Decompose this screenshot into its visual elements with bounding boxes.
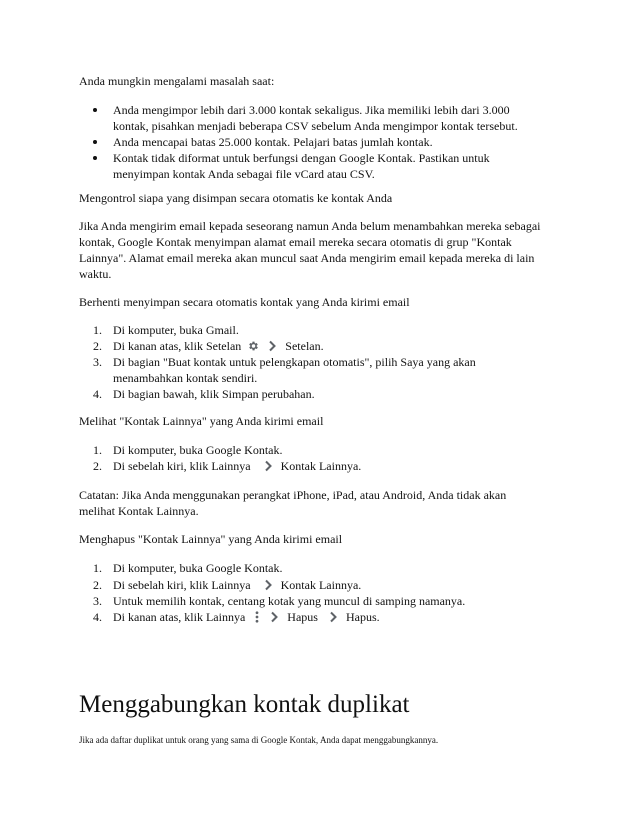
- stop-saving-heading: Berhenti menyimpan secara otomatis kontak yang Anda kirimi email: [79, 295, 410, 309]
- bullet: [93, 108, 97, 112]
- merge-paragraph: Jika ada daftar duplikat untuk orang yang sama di Google Kontak, Anda dapat menggabungkannya.: [79, 735, 439, 745]
- section-title: Menggabungkan kontak duplikat: [79, 691, 410, 718]
- step-text: Kontak Lainnya.: [280, 459, 362, 473]
- bullet: [93, 140, 97, 144]
- auto-save-heading: Mengontrol siapa yang disimpan secara otomatis ke kontak Anda: [79, 191, 393, 205]
- step-text: Untuk memilih kontak, centang kotak yang muncul di samping namanya.: [113, 594, 466, 608]
- issue-text: Anda mengimpor lebih dari 3.000 kontak sekaligus. Jika memiliki lebih dari 3.000: [113, 103, 510, 117]
- delete-heading: Menghapus "Kontak Lainnya" yang Anda kirimi email: [79, 532, 343, 546]
- step-text: Di bagian bawah, klik Simpan perubahan.: [113, 387, 315, 401]
- gear-icon: [247, 340, 259, 352]
- issue-text: kontak, pisahkan menjadi beberapa CSV sebelum Anda mengimpor kontak tersebut.: [113, 119, 518, 133]
- paragraph-line: Catatan: Jika Anda menggunakan perangkat iPhone, iPad, atau Android, Anda tidak akan: [79, 488, 507, 502]
- step-text: Hapus: [287, 610, 318, 624]
- bullet: [93, 156, 97, 160]
- issue-text: Anda mencapai batas 25.000 kontak. Pelajari batas jumlah kontak.: [113, 135, 433, 149]
- paragraph-line: kontak, Google Kontak menyimpan alamat email mereka secara otomatis di grup "Kontak: [79, 235, 512, 249]
- more-vert-icon: [253, 611, 261, 623]
- paragraph-line: melihat Kontak Lainnya.: [79, 504, 199, 518]
- step-text: Di kanan atas, klik Lainnya: [113, 610, 246, 624]
- issue-text: menyimpan kontak Anda sebagai file vCard atau CSV.: [113, 167, 375, 181]
- chevron-right-icon: [263, 579, 273, 591]
- chevron-right-icon: [263, 460, 273, 472]
- step-text: Di komputer, buka Google Kontak.: [113, 443, 283, 457]
- step-text: Setelan.: [285, 339, 324, 353]
- step-text: Di komputer, buka Gmail.: [113, 323, 239, 337]
- step-text: Di bagian "Buat kontak untuk pelengkapan otomatis", pilih Saya yang akan: [113, 355, 476, 369]
- step-text: Di komputer, buka Google Kontak.: [113, 561, 283, 575]
- chevron-right-icon: [269, 611, 279, 623]
- chevron-right-icon: [267, 340, 277, 352]
- issue-text: Kontak tidak diformat untuk berfungsi dengan Google Kontak. Pastikan untuk: [113, 151, 490, 165]
- step-text: Di sebelah kiri, klik Lainnya: [113, 459, 251, 473]
- view-heading: Melihat "Kontak Lainnya" yang Anda kirimi email: [79, 414, 324, 428]
- step-text: Hapus.: [345, 610, 380, 624]
- step-text: menambahkan kontak sendiri.: [113, 371, 258, 385]
- step-text: Kontak Lainnya.: [280, 578, 362, 592]
- chevron-right-icon: [328, 611, 338, 623]
- step-text: Di sebelah kiri, klik Lainnya: [113, 578, 251, 592]
- paragraph-line: Lainnya". Alamat email mereka akan muncul saat Anda mengirim email kepada mereka di lain: [79, 251, 535, 265]
- paragraph-line: waktu.: [79, 267, 112, 281]
- intro-text: Anda mungkin mengalami masalah saat:: [79, 74, 275, 88]
- step-text: Di kanan atas, klik Setelan: [113, 339, 242, 353]
- paragraph-line: Jika Anda mengirim email kepada seseorang namun Anda belum menambahkan mereka sebagai: [79, 219, 541, 233]
